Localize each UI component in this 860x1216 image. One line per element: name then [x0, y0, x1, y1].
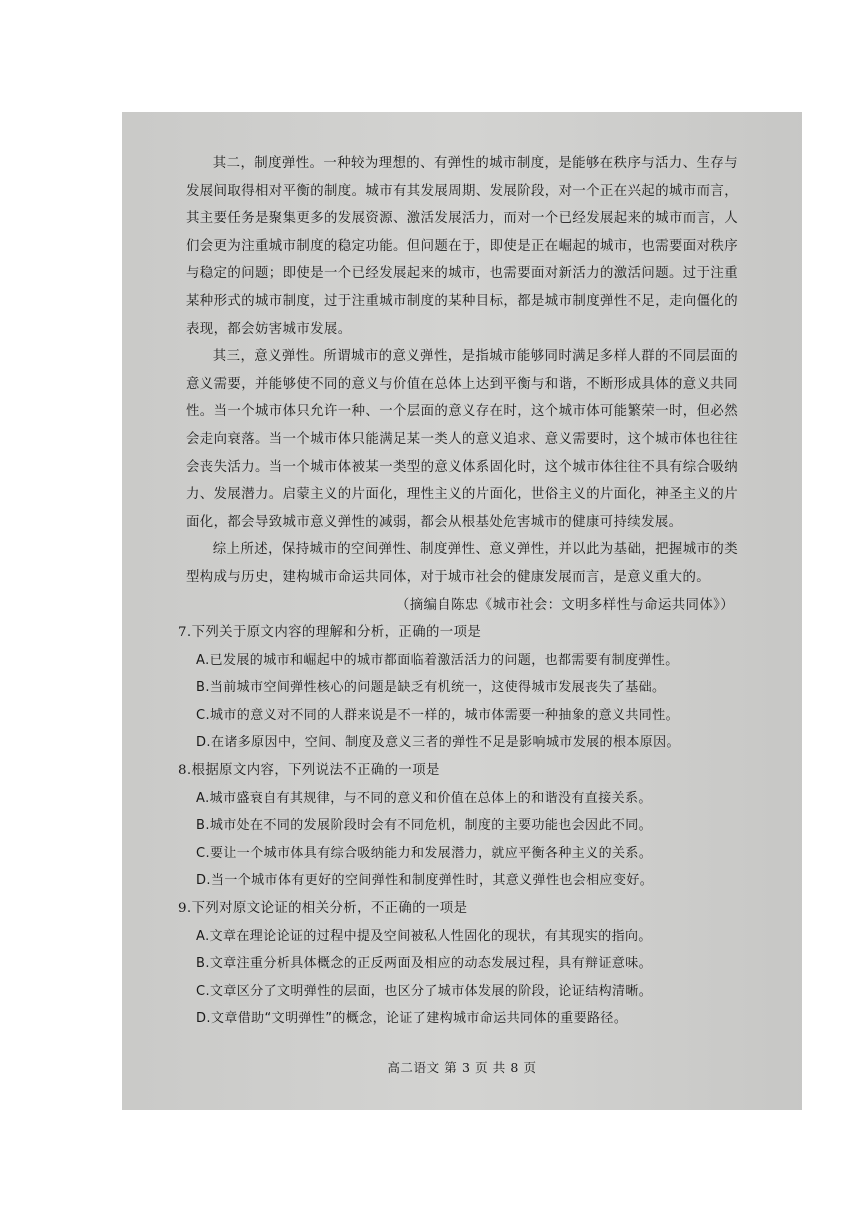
- option-b: B.文章注重分析具体概念的正反两面及相应的动态发展过程，具有辩证意味。: [196, 956, 653, 972]
- option-a: A.已发展的城市和崛起中的城市都面临着激活活力的问题，也都需要有制度弹性。: [196, 652, 679, 668]
- option-a: A.城市盛衰自有其规律，与不同的意义和价值在总体上的和谐没有直接关系。: [196, 790, 652, 806]
- question-8: [178, 757, 738, 895]
- option-a: A.文章在理论论证的过程中提及空间被私人性固化的现状，有其现实的指向。: [196, 928, 652, 944]
- question-stem: 8.根据原文内容，下列说法不正确的一项是: [178, 763, 440, 779]
- question-7: [178, 619, 738, 757]
- question-9: [178, 895, 738, 1033]
- option-d: D.在诸多原因中，空间、制度及意义三者的弹性不足是影响城市发展的根本原因。: [196, 735, 680, 751]
- page-footer: 高二语文 第 3 页 共 8 页: [387, 1060, 537, 1075]
- question-stem: 9.下列对原文论证的相关分析，不正确的一项是: [178, 901, 468, 917]
- option-d: D.文章借助“文明弹性”的概念，论证了建构城市命运共同体的重要路径。: [196, 1011, 628, 1027]
- exam-page: [122, 112, 802, 1110]
- paragraph-meaning-elasticity: 其三，意义弹性。所谓城市的意义弹性，是指城市能够同时满足多样人群的不同层面的意义需要，并能够使不同的意义与价值在总体上达到平衡与和谐，不断形成具体的意义共同性。当一个城市体只允许一种、一个层面的意义存在时，这个城市体可能繁荣一时，但必然会走向衰落。当一个城市体只能满足某一类人的意义追求、意义需要时，这个城市体也往往会丧失活力。当一个城市体被某一类型的意义体系固化时，这个城市体往往不具有综合吸纳力、发展潜力。启蒙主义的片面化，理性主义的片面化，世俗主义的片面化，神圣主义的片面化，都会导致城市意义弹性的减弱，都会从根基处危害城市的健康可持续发展。: [186, 349, 738, 530]
- option-b: B.当前城市空间弹性核心的问题是缺乏有机统一，这使得城市发展丧失了基础。: [196, 680, 666, 696]
- source-citation: （摘编自陈忠《城市社会：文明多样性与命运共同体》）: [395, 597, 734, 613]
- option-c: C.要让一个城市体具有综合吸纳能力和发展潜力，就应平衡各种主义的关系。: [196, 845, 653, 861]
- page-content: [178, 150, 738, 1033]
- option-c: C.城市的意义对不同的人群来说是不一样的，城市体需要一种抽象的意义共同性。: [196, 707, 680, 723]
- paragraph-institutional-elasticity: 其二，制度弹性。一种较为理想的、有弹性的城市制度，是能够在秩序与活力、生存与发展间取得相对平衡的制度。城市有其发展周期、发展阶段，对一个正在兴起的城市而言，其主要任务是聚集更多的发展资源、激活发展活力，而对一个已经发展起来的城市而言，人们会更为注重城市制度的稳定功能。但问题在于，即使是正在崛起的城市，也需要面对秩序与稳定的问题；即使是一个已经发展起来的城市，也需要面对新活力的激活问题。过于注重某种形式的城市制度，过于注重城市制度的某种目标，都是城市制度弹性不足，走向僵化的表现，都会妨害城市发展。: [186, 156, 738, 337]
- question-stem: 7.下列关于原文内容的理解和分析，正确的一项是: [178, 625, 482, 641]
- option-c: C.文章区分了文明弹性的层面，也区分了城市体发展的阶段，论证结构清晰。: [196, 983, 653, 999]
- option-b: B.城市处在不同的发展阶段时会有不同危机，制度的主要功能也会因此不同。: [196, 818, 653, 834]
- option-d: D.当一个城市体有更好的空间弹性和制度弹性时，其意义弹性也会相应变好。: [196, 873, 654, 889]
- paragraph-conclusion: 综上所述，保持城市的空间弹性、制度弹性、意义弹性，并以此为基础，把握城市的类型构成与历史，建构城市命运共同体，对于城市社会的健康发展而言，是意义重大的。: [186, 542, 738, 585]
